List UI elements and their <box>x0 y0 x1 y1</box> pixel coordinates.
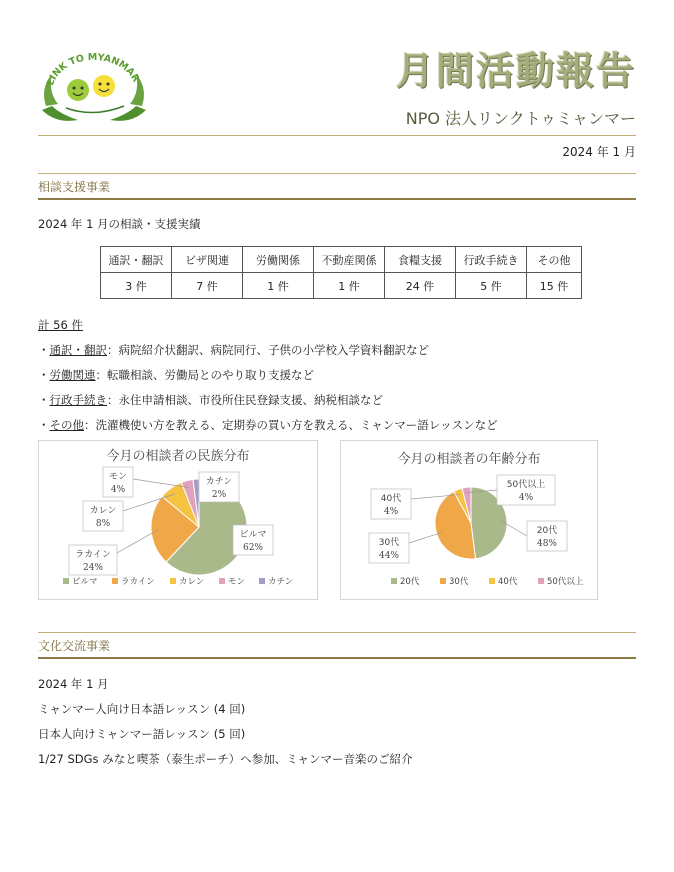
stats-value-cell: 3 件 <box>101 273 172 299</box>
section-heading-culture: 文化交流事業 <box>38 639 111 653</box>
stats-value-cell: 1 件 <box>314 273 385 299</box>
stats-header-row <box>101 247 582 273</box>
legend-label: カチン <box>268 577 294 587</box>
stats-header-cell: 通訳・翻訳 <box>101 247 172 273</box>
bullet-key: 労働関連 <box>49 368 96 382</box>
culture-line: 1/27 SDGs みなと喫茶（泰生ポーチ）へ参加、ミャンマー音楽のご紹介 <box>38 752 413 766</box>
logo-text: LINK TO MYANMAR <box>45 51 142 88</box>
bullet-prefix: ・ <box>38 393 50 407</box>
data-label-category: 20代 <box>536 526 558 536</box>
data-label-value: 62% <box>242 543 264 553</box>
legend-label: 50代以上 <box>547 577 584 587</box>
legend-label: 30代 <box>449 577 469 587</box>
leader-line <box>409 532 442 543</box>
legend-label: 20代 <box>400 577 420 587</box>
report-date: 2024 年 1 月 <box>562 145 636 159</box>
chart-title: 今月の相談者の年齢分布 <box>397 452 541 467</box>
header-divider <box>38 135 636 136</box>
stats-value-row <box>101 273 582 299</box>
age-pie-svg <box>341 441 597 599</box>
legend-label: ラカイン <box>121 577 155 587</box>
data-label-category: 30代 <box>378 538 400 548</box>
stats-value-cell: 5 件 <box>456 273 527 299</box>
legend-swatch <box>538 578 544 584</box>
legend-swatch <box>170 578 176 584</box>
consult-stats-table <box>100 246 582 299</box>
data-label-category: ラカイン <box>75 550 111 560</box>
stats-value-cell: 7 件 <box>172 273 243 299</box>
stats-value-cell: 1 件 <box>243 273 314 299</box>
bullet-item <box>38 392 383 408</box>
legend-swatch <box>63 578 69 584</box>
data-label-value: 4% <box>518 493 534 503</box>
data-label-value: 8% <box>95 519 111 529</box>
legend-swatch <box>489 578 495 584</box>
report-title: 月間活動報告 <box>395 49 636 93</box>
ethnicity-pie-svg <box>39 441 317 599</box>
data-label-value: 24% <box>82 563 104 573</box>
data-label-category: カレン <box>89 506 117 516</box>
bullet-item <box>38 417 498 433</box>
bullet-key: その他 <box>49 418 84 432</box>
bullet-text: ：転職相談、労働局とのやり取り支援など <box>95 368 314 382</box>
data-label-value: 4% <box>383 507 399 517</box>
data-label-category: モン <box>108 472 128 482</box>
culture-line: 日本人向けミャンマー語レッスン (5 回) <box>38 727 246 741</box>
legend-label: カレン <box>179 577 205 587</box>
organization-name: NPO 法人リンクトゥミャンマー <box>405 109 636 128</box>
stats-header-cell: ビザ関連 <box>172 247 243 273</box>
legend-swatch <box>259 578 265 584</box>
legend-swatch <box>440 578 446 584</box>
section-divider-top <box>38 632 636 633</box>
stats-header-cell: 労働関係 <box>243 247 314 273</box>
data-label-category: ビルマ <box>239 530 267 540</box>
stats-header-cell: 食糧支援 <box>385 247 456 273</box>
culture-line: ミャンマー人向け日本語レッスン (4 回) <box>38 702 246 716</box>
legend-swatch <box>391 578 397 584</box>
legend-label: ビルマ <box>72 577 98 587</box>
culture-line: 2024 年 1 月 <box>38 677 109 691</box>
data-label-value: 44% <box>378 551 400 561</box>
section-divider-bottom <box>38 198 636 200</box>
data-label-value: 2% <box>211 490 227 500</box>
section-heading-consult: 相談支援事業 <box>38 180 111 194</box>
section-divider-top <box>38 173 636 174</box>
stats-value-cell: 15 件 <box>527 273 582 299</box>
bullet-prefix: ・ <box>38 368 50 382</box>
bullet-prefix: ・ <box>38 343 50 357</box>
section-divider-bottom <box>38 657 636 659</box>
data-label-value: 48% <box>536 539 558 549</box>
data-label-value: 4% <box>110 485 126 495</box>
data-label-category: 50代以上 <box>506 480 546 490</box>
bullet-prefix: ・ <box>38 418 50 432</box>
bullet-text: ：洗濯機使い方を教える、定期券の買い方を教える、ミャンマー語レッスンなど <box>84 418 498 432</box>
ethnicity-pie-chart <box>38 440 318 600</box>
legend-label: 40代 <box>498 577 518 587</box>
stats-header-cell: 行政手続き <box>456 247 527 273</box>
consult-total: 計 56 件 <box>38 318 83 332</box>
bullet-key: 通訳・翻訳 <box>49 343 107 357</box>
age-pie-chart <box>340 440 598 600</box>
chart-title: 今月の相談者の民族分布 <box>106 449 250 464</box>
legend-swatch <box>112 578 118 584</box>
bullet-text: ：永住申請相談、市役所住民登録支援、納税相談など <box>107 393 383 407</box>
legend-swatch <box>219 578 225 584</box>
stats-value-cell: 24 件 <box>385 273 456 299</box>
data-label-category: 40代 <box>380 494 402 504</box>
bullet-text: ：病院紹介状翻訳、病院同行、子供の小学校入学資料翻訳など <box>107 343 429 357</box>
bullet-item <box>38 342 429 358</box>
bullet-key: 行政手続き <box>49 393 107 407</box>
legend-label: モン <box>228 577 246 587</box>
bullet-item <box>38 367 314 383</box>
stats-header-cell: その他 <box>527 247 582 273</box>
data-label-category: カチン <box>205 477 233 487</box>
consult-subtitle: 2024 年 1 月の相談・支援実績 <box>38 217 201 231</box>
stats-header-cell: 不動産関係 <box>314 247 385 273</box>
leader-line <box>117 530 158 553</box>
svg-text:LINK TO MYANMAR <box>45 52 142 87</box>
organization-logo <box>38 48 150 130</box>
